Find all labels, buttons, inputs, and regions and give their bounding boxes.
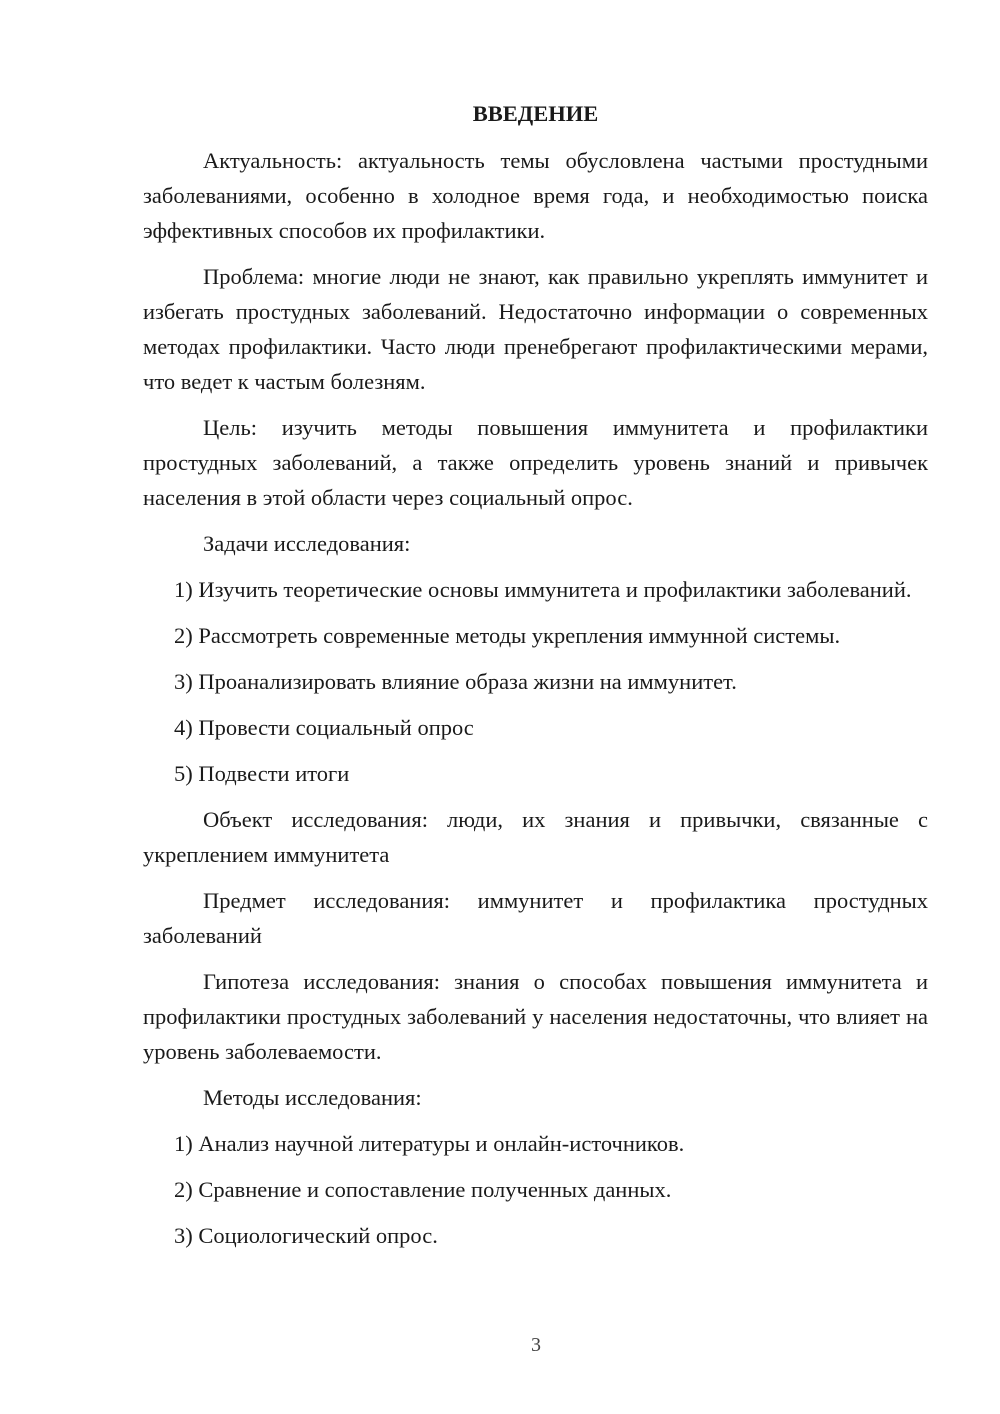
hypothesis-paragraph: Гипотеза исследования: знания о способах повышения иммунитета и профилактики простудных заболеваний у населения недостаточны, что влияет на уровень заболеваемости. — [143, 969, 928, 1064]
problem-paragraph: Проблема: многие люди не знают, как правильно укреплять иммунитет и избегать простудных заболеваний. Недостаточно информации о современных методах профилактики. Часто люди пренебрегают профилактическими мерами, что ведет к частым болезням. — [143, 264, 928, 394]
task-item-2: 2) Рассмотреть современные методы укрепления иммунной системы. — [174, 623, 841, 648]
task-item-5: 5) Подвести итоги — [174, 761, 350, 786]
tasks-heading: Задачи исследования: — [203, 531, 411, 556]
goal-paragraph: Цель: изучить методы повышения иммунитета и профилактики простудных заболеваний, а также определить уровень знаний и привычек населения в этой области через социальный опрос. — [143, 415, 928, 510]
tasks-list — [143, 572, 928, 791]
page-number: 3 — [531, 1334, 541, 1356]
subject-paragraph: Предмет исследования: иммунитет и профилактика простудных заболеваний — [143, 888, 928, 948]
method-item-1: 1) Анализ научной литературы и онлайн-источников. — [174, 1131, 685, 1156]
object-paragraph: Объект исследования: люди, их знания и привычки, связанные с укреплением иммунитета — [143, 807, 928, 867]
method-item-2: 2) Сравнение и сопоставление полученных данных. — [174, 1177, 672, 1202]
relevance-paragraph: Актуальность: актуальность темы обусловлена частыми простудными заболеваниями, особенно в холодное время года, и необходимостью поиска эффективных способов их профилактики. — [143, 148, 928, 243]
methods-heading: Методы исследования: — [203, 1085, 422, 1110]
methods-list — [143, 1126, 928, 1253]
task-item-4: 4) Провести социальный опрос — [174, 715, 474, 740]
document-page — [143, 96, 928, 1264]
page-title: ВВЕДЕНИЕ — [472, 101, 599, 126]
task-item-1: 1) Изучить теоретические основы иммунитета и профилактики заболеваний. — [174, 577, 912, 602]
task-item-3: 3) Проанализировать влияние образа жизни на иммунитет. — [174, 669, 737, 694]
method-item-3: 3) Социологический опрос. — [174, 1223, 438, 1248]
